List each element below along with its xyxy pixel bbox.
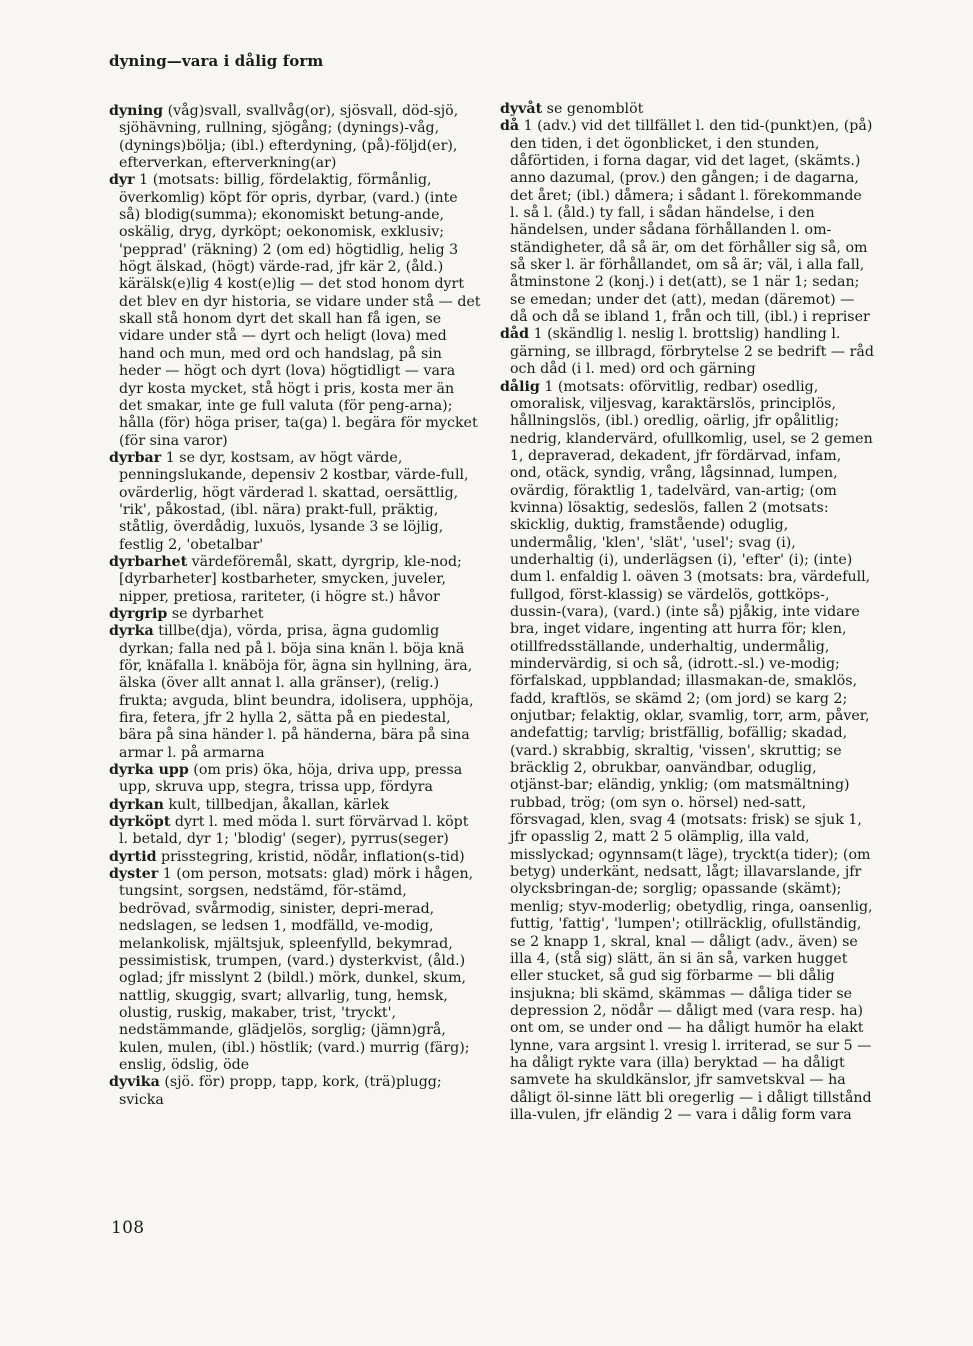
headword: dyrgrip: [109, 605, 168, 622]
headword: dyrkan: [109, 796, 164, 813]
definition: 1 (skändlig l. neslig l. brottslig) handling l. gärning, se illbragd, förbrytelse 2 se bedrift — råd och dåd (i l. med) ord och gärning: [510, 326, 874, 378]
headword: dyrka: [109, 623, 154, 640]
definition: värdeföremål, skatt, dyrgrip, kle-nod; [dyrbarheter] kostbarheter, smycken, juveler, nipper, pretiosa, rariteter, (i högre st.) håvor: [119, 553, 462, 605]
headword: dyvika: [109, 1074, 160, 1091]
entry-dyrbar: [109, 450, 481, 554]
entry-dyrbarhet: [109, 554, 481, 606]
headword: dyrbarhet: [109, 553, 188, 570]
entry-dyrkan: [109, 797, 481, 814]
running-head: dyning—vara i dålig form: [109, 52, 324, 70]
definition: 1 (adv.) vid det tillfället l. den tid-(punkt)en, (på) den tiden, i det ögonblicket, i den stunden, dåförtiden, i forna dagar, vid det laget, (skämts.) anno dazumal, (prov.) den gången; i de dagarna, det året; (ibl.) dåmera; i sådant l. förekommande l. så l. (åld.) ty fall, i sådan händelse, i den händelsen, under sådana förhållanden l. om-ständigheter, då så är, om det förhåller sig så, om så sker l. är förhållandet, om så är; väl, i alla fall, åtminstone 2 (konj.) i det(att), se 1 när 1; sedan; se emedan; under det (att), medan (däremot) — då och då se ibland 1, från och till, (ibl.) i repriser: [510, 118, 873, 326]
definition: 1 se dyr, kostsam, av högt värde, penningslukande, depensiv 2 kostbar, värde-full, ovärderlig, högt värderad l. skattad, oersättlig, 'rik', påkostad, (ibl. nära) prakt-full, präktig, ståtlig, överdådig, luxuös, lysande 3 se löjlig, festlig 2, 'obetalbar': [119, 449, 469, 553]
definition: kult, tillbedjan, åkallan, kärlek: [168, 796, 389, 813]
headword: dyrka upp: [109, 762, 189, 779]
definition: se dyrbarhet: [171, 605, 264, 622]
entry-dalig: [500, 379, 874, 1125]
headword: dyrbar: [109, 449, 162, 466]
entry-da: [500, 118, 874, 326]
headword: dyster: [109, 866, 159, 883]
entry-dyvat: [500, 101, 874, 118]
headword: dålig: [500, 378, 540, 395]
headword: dåd: [500, 326, 530, 343]
headword: dyning: [109, 103, 164, 119]
definition: 1 (motsats: billig, fördelaktig, förmånlig, överkomlig) köpt för opris, dyrbar, (vard.) (inte så) blodig(summa); ekonomiskt betung-ande, oskälig, dryg, dyrköpt; oekonomisk, exklusiv; 'pepprad' (räkning) 2 (om ed) högtidlig, helig 3 högt älskad, (högt) värde-rad, jfr kär 2, (åld.) kärälsk(e)lig 4 kost(e)lig — det stod honom dyrt det blev en dyr historia, se vidare under stå — det skall stå honom dyrt det skall han få igen, se vidare under stå — dyrt och heligt (lova) med hand och mun, med ord och handslag, på sin heder — högt och dyrt (lova) högtidligt — vara dyr kosta mycket, stå högt i pris, kosta mer än det smakar, inte ge full valuta (för peng-arna); hålla (för) höga priser, ta(ga) l. begära för mycket (för sina varor): [119, 172, 481, 449]
entry-dad: [500, 326, 874, 378]
headword: dyrtid: [109, 848, 157, 865]
definition: (om pris) öka, höja, driva upp, pressa upp, skruva upp, stegra, trissa upp, fördyra: [119, 762, 463, 796]
page-number: 108: [111, 1218, 145, 1238]
definition: tillbe(dja), vörda, prisa, ägna gudomlig dyrkan; falla ned på l. böja sina knän l. böja knä för, knäfalla l. knäböja för, ägna sin hyllning, ära, älska (över allt annat l. alla gränser), (relig.) frukta; avguda, blint beundra, idolisera, upphöja, fira, fetera, jfr 2 hylla 2, sätta på en piedestal, bära på sina händer l. på händerna, bära på sina armar l. på armarna: [119, 623, 474, 761]
entry-dyning: [109, 103, 481, 172]
definition: (våg)svall, svallvåg(or), sjösvall, död-sjö, sjöhävning, rullning, sjögång; (dynings)-våg, (dynings)bölja; (ibl.) efterdyning, (på)-följd(er), efterverkan, efterverkning(ar): [119, 103, 459, 172]
headword: dyrköpt: [109, 814, 171, 831]
definition: 1 (om person, motsats: glad) mörk i hågen, tungsint, sorgsen, nedstämd, för-stämd, bedrövad, svårmodig, sinister, depri-merad, nedslagen, se ledsen 1, modfälld, ve-modig, melankolisk, mjältsjuk, spleenfylld, bekymrad, pessimistisk, trumpen, (vard.) dysterkvist, (åld.) oglad; jfr misslynt 2 (bildl.) mörk, dunkel, skum, nattlig, skuggig, svart; allvarlig, tung, hemsk, olustig, ruskig, makaber, trist, 'tryckt', nedstämmande, glädjelös, sorglig; (jämn)grå, kulen, mulen, (ibl.) höstlik; (vard.) murrig (färg); enslig, ödslig, öde: [119, 866, 474, 1073]
left-column: [109, 103, 481, 1109]
definition: (sjö. för) propp, tapp, kork, (trä)plugg; svicka: [119, 1074, 442, 1108]
definition: se genomblöt: [546, 101, 644, 117]
headword: då: [500, 118, 520, 135]
entry-dyrkopt: [109, 814, 481, 849]
right-column: [500, 101, 874, 1124]
headword: dyr: [109, 172, 135, 189]
entry-dyster: [109, 866, 481, 1074]
entry-dyvika: [109, 1074, 481, 1109]
entry-dyr: [109, 172, 481, 450]
definition: 1 (motsats: oförvitlig, redbar) osedlig, omoralisk, viljesvag, karaktärslös, principlös, hållningslös, (ibl.) oredlig, oärlig, jfr opålitlig; nedrig, klandervärd, ofullkomlig, usel, se 2 gemen 1, depraverad, dekadent, jfr fördärvad, infam, ond, otäck, syndig, vrång, lågsinnad, lumpen, ovärdig, föraktlig 1, tadelvärd, van-artig; (om kvinna) lösaktig, sedeslös, fallen 2 (motsats: skicklig, duktig, framstående) oduglig, undermålig, 'klen', 'slät', 'usel'; svag (i), underhaltig (i), underlägsen (i), 'efter' (i); (inte) dum l. enfaldig l. oäven 3 (motsats: bra, värdefull, fullgod, först-klassig) se värdelös, gottköps-, dussin-(vara), (vard.) (inte så) pjåkig, inte vidare bra, inget vidare, ingenting att hurra för; klen, otillfredsställande, underhaltig, undermålig, mindervärdig, si och så, (idrott.-sl.) ve-modig; förfalskad, uppblandad; illasmakan-de, smaklös, fadd, kraftlös, se skämd 2; (om jord) se karg 2; onjutbar; felaktig, oklar, svamlig, torr, arm, påver, andefattig; tarvlig; bristfällig, bofällig; skadad, (vard.) skrabbig, skraltig, 'vissen', skruttig; se bräcklig 2, obrukbar, oanvändbar, oduglig, otjänst-bar; eländig, ynklig; (om matsmältning) rubbad, trög; (om syn o. hörsel) ned-satt, försvagad, klen, svag 4 (motsats: frisk) se sjuk 1, jfr opasslig 2, matt 2 5 olämplig, illa vald, misslyckad; ogynnsam(t läge), tryckt(a tider); (om betyg) underkänt, nedsatt, lågt; illavarslande, jfr olycksbringan-de; sorglig; opassande (skämt); menlig; styv-moderlig; obetydlig, ringa, oansenlig, futtig, 'fattig', 'lumpen'; otillräcklig, ofullständig, se 2 knapp 1, skral, knal — dåligt (adv., även) se illa 4, (stå sig) slätt, än si än så, varken hugget eller stucket, så gud sig förbarme — bli dålig insjukna; bli skämd, skämmas — dåliga tider se depression 2, nödår — dåligt med (vara resp. ha) ont om, se under ond — ha dåligt humör ha elakt lynne, vara argsint l. vresig l. irriterad, se sur 5 — ha dåligt rykte vara (illa) beryktad — ha dåligt samvete ha skuldkänslor, jfr samvetskval — ha dåligt öl-sinne lätt bli oregerlig — i dåligt tillstånd illa-vulen, jfr eländig 2 — vara i dålig form vara: [510, 378, 873, 1123]
entry-dyrka: [109, 623, 481, 762]
headword: dyvåt: [500, 101, 543, 117]
entry-dyrtid: [109, 849, 481, 866]
definition: dyrt l. med möda l. surt förvärvad l. köpt l. betald, dyr 1; 'blodig' (seger), pyrrus(seger): [119, 814, 469, 848]
entry-dyrgrip: [109, 606, 481, 623]
definition: prisstegring, kristid, nödår, inflation(s-tid): [161, 848, 465, 865]
entry-dyrka-upp: [109, 762, 481, 797]
